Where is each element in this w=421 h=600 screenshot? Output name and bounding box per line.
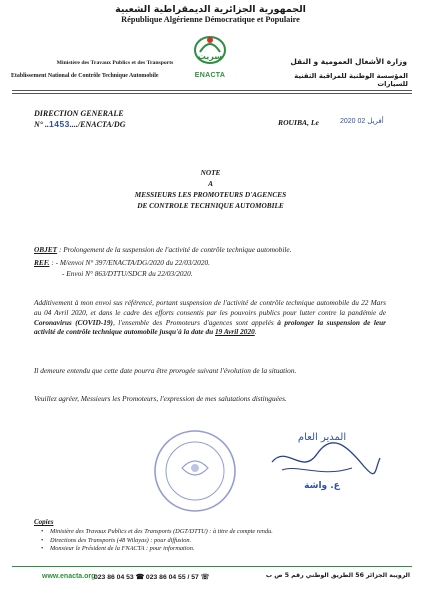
official-stamp (152, 428, 238, 514)
body-paragraph-3: Veuillez agréer, Messieurs les Promoteurs, l'expression de mes salutations distinguées. (34, 394, 287, 403)
footer-rule (12, 566, 412, 567)
footer-website-link[interactable]: www.enacta.org (42, 573, 96, 580)
footer-address-arabic: الرويبة الجزائر 56 الطريق الوطني رقم 5 ص ب (265, 572, 410, 579)
p1-covid: Coronavirus (COVID-19) (34, 317, 113, 327)
footer-phones: 023 86 04 53 ☎ 023 86 04 55 / 57 ☏ (94, 574, 210, 581)
note-title: NOTE (200, 168, 221, 177)
copies-label: Copies (34, 518, 54, 526)
refs-line-1 (34, 258, 210, 267)
place-label: ROUIBA, Le (278, 118, 319, 127)
handwritten-date: 2020 أفريل 02 (340, 118, 384, 125)
note-addressee-line1: MESSIEURS LES PROMOTEURS D'AGENCES (134, 190, 287, 199)
note-addressee-a: A (208, 179, 213, 188)
header-rule-2 (12, 93, 412, 94)
objet-label: OBJET (34, 245, 58, 254)
signature-block (262, 424, 382, 494)
ref-handwritten-number: 1453 (48, 119, 70, 129)
list-item: • Ministère des Travaux Publics et des Transports (DGT/DTTU) : à titre de compte rendu. (50, 528, 390, 537)
establishment-french: Etablissement National de Contrôle Technique Automobile (11, 73, 159, 79)
objet-line (34, 245, 291, 254)
ministry-french: Ministère des Travaux Publics et des Transports (56, 60, 174, 66)
refs-text-1: : - M/envoi N° 397/ENACTA/DG/2020 du 22/03/2020. (51, 258, 210, 267)
refs-label: REF. (34, 258, 50, 267)
republic-arabic: الجمهورية الجزائرية الديمقراطية الشعبية (115, 4, 306, 15)
header-rule-1 (12, 90, 412, 91)
direction-generale: DIRECTION GENERALE (34, 109, 124, 118)
p1-end: . (254, 327, 257, 337)
p1-date: 19 Avril 2020 (215, 327, 255, 337)
republic-french: République Algérienne Démocratique et Populaire (121, 15, 300, 24)
signatory-title: المدير العام (297, 432, 347, 443)
p1-text-c: , l'ensemble des Promoteurs d'agences sont appelés (112, 317, 278, 327)
copies-list (40, 528, 390, 554)
p1-text-a: Additivement à mon envoi sus référencé, portant suspension de l'activité de contrôle technique automobile du 22 Mars au 04 Avril 2020, et dans le cadre des efforts consentis par les pouvoirs publics pour lutter contre la pandémie de (34, 298, 386, 317)
enacta-logo (188, 28, 232, 68)
note-addressee-line2: DE CONTROLE TECHNIQUE AUTOMOBILE (137, 201, 284, 210)
list-item: • Monsieur le Président de la FNACTA : pour information. (50, 545, 390, 554)
refs-text-2: - Envoi N° 863/DTTU/SDCR du 22/03/2020. (62, 269, 193, 278)
ref-suffix: ..../ENACTA/DG (69, 120, 126, 129)
logo-arabic-text: سريت (197, 52, 223, 61)
objet-text: : Prolongement de la suspension de l'activité de contrôle technique automobile. (58, 245, 292, 254)
ministry-arabic: وزارة الأشغال العمومية و النقل (290, 57, 407, 66)
list-item: • Directions des Transports (48 Wilayas) : pour diffusion. (50, 537, 390, 546)
p1-bold-instruction: à prolonger la suspension de leur activité de contrôle technique automobile jusqu'à la date du (34, 317, 386, 337)
establishment-arabic: المؤسسة الوطنية للمراقبة التقنية للسيارات (294, 72, 408, 88)
logo-label: ENACTA (194, 72, 226, 79)
body-paragraph-2: Il demeure entendu que cette date pourra être prorogée suivant l'évolution de la situation. (34, 366, 297, 375)
reference-number (34, 119, 125, 129)
ref-prefix: N° .. (34, 120, 49, 129)
signatory-name: ع. واشة (304, 481, 340, 491)
body-paragraph-1 (34, 298, 386, 337)
